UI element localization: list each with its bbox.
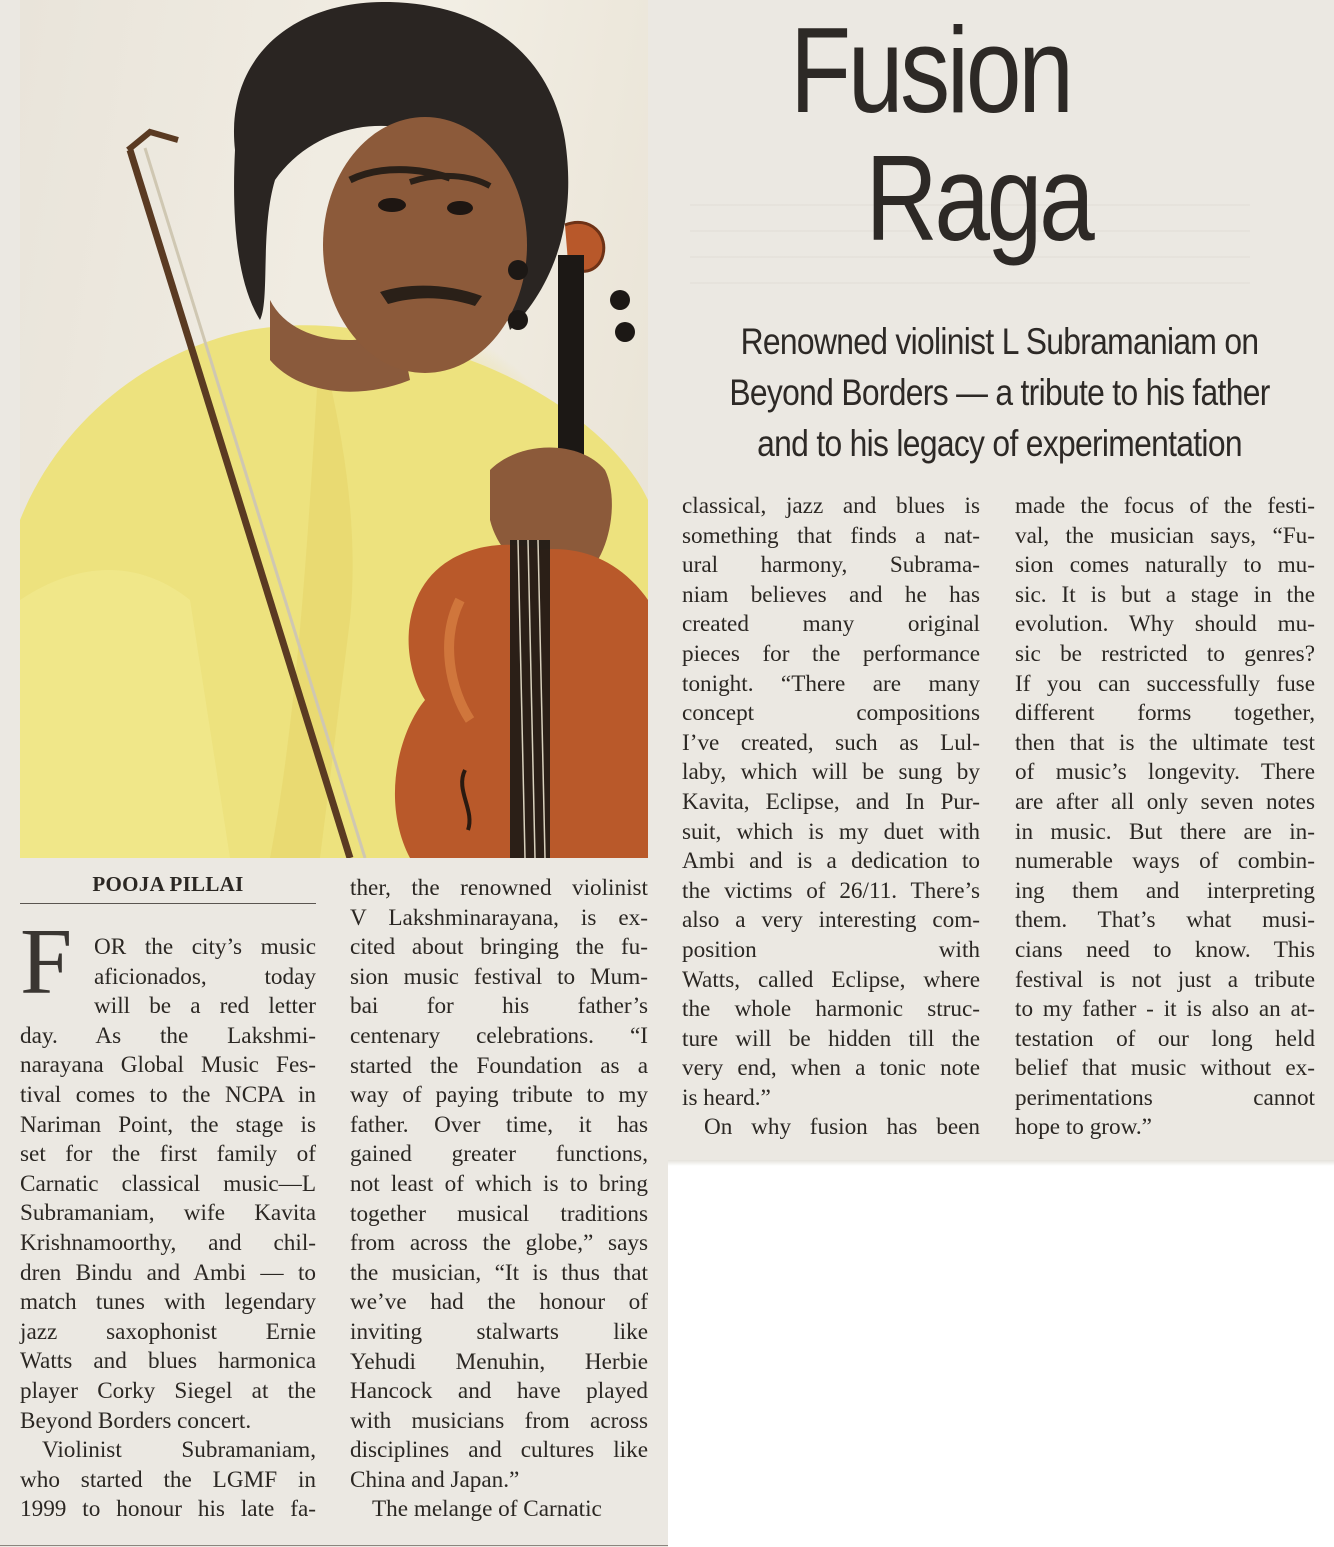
- body-text-line: OR the city’s music: [94, 934, 316, 960]
- body-text-line: sic be restricted to genres?: [1015, 640, 1315, 667]
- body-text-line: concept compositions: [682, 700, 980, 727]
- body-column-1: [20, 933, 316, 1525]
- body-text-line: Yehudi Menuhin, Herbie: [350, 1348, 648, 1375]
- body-column-2: [350, 874, 648, 1525]
- body-text-line: from across the globe,” says: [350, 1230, 648, 1257]
- body-text-line: laby, which will be sung by: [682, 759, 980, 786]
- body-text-line: tonight. “There are many: [682, 670, 980, 697]
- body-text-line: Beyond Borders concert.: [20, 1407, 252, 1434]
- body-text-line: aficionados, today: [94, 963, 316, 990]
- body-text-line: classical, jazz and blues is: [682, 493, 980, 519]
- body-text-line: of music’s longevity. There: [1015, 759, 1315, 786]
- body-text-line: ing them and interpreting: [1015, 877, 1315, 904]
- body-text-line: will be a red letter: [94, 993, 316, 1020]
- body-text-line: something that finds a nat-: [682, 522, 980, 549]
- body-text-line: gained greater functions,: [350, 1141, 648, 1168]
- body-text-line: Carnatic classical music—L: [20, 1170, 316, 1197]
- body-text-line: set for the first family of: [20, 1141, 316, 1168]
- body-text-line: I’ve created, such as Lul-: [682, 729, 980, 756]
- subheadline: [682, 316, 1317, 469]
- body-text-line: match tunes with legendary: [20, 1289, 316, 1316]
- body-text-line: belief that music without ex-: [1015, 1055, 1315, 1082]
- body-column-3: [682, 492, 980, 1143]
- body-text-line: the victims of 26/11. There’s: [682, 877, 980, 904]
- body-text-line: the whole harmonic struc-: [682, 996, 980, 1023]
- body-text-line: also a very interesting com-: [682, 907, 980, 934]
- body-text-line: started the Foundation as a: [350, 1052, 648, 1079]
- body-text-line: narayana Global Music Fes-: [20, 1052, 316, 1079]
- body-text-line: cited about bringing the fu-: [350, 934, 648, 961]
- body-text-line: them. That’s what musi-: [1015, 907, 1315, 934]
- body-text-line: player Corky Siegel at the: [20, 1377, 316, 1404]
- body-text-line: made the focus of the festi-: [1015, 493, 1315, 519]
- drop-cap: F: [20, 910, 73, 1014]
- body-text-line: Watts and blues harmonica: [20, 1348, 316, 1375]
- body-text-line: Nariman Point, the stage is: [20, 1111, 316, 1138]
- body-text-line: Hancock and have played: [350, 1378, 648, 1405]
- body-text-line: If you can successfully fuse: [1015, 670, 1315, 697]
- body-text-line: very end, when a tonic note: [682, 1055, 980, 1082]
- body-text-line: tival comes to the NCPA in: [20, 1081, 316, 1108]
- body-text-line: niam believes and he has: [682, 581, 980, 608]
- body-text-line: created many original: [682, 611, 980, 638]
- body-text-line: Kavita, Eclipse, and In Pur-: [682, 788, 980, 815]
- body-text-line: Violinist Subramaniam,: [42, 1437, 316, 1464]
- byline: POOJA PILLAI: [92, 872, 244, 896]
- body-text-line: day. As the Lakshmi-: [20, 1022, 316, 1049]
- body-text-line: The melange of Carnatic: [372, 1496, 602, 1523]
- body-text-line: China and Japan.”: [350, 1466, 520, 1493]
- body-text-line: sion music festival to Mum-: [350, 963, 648, 990]
- body-text-line: On why fusion has been: [704, 1114, 980, 1141]
- bottom-rule: [0, 1545, 668, 1546]
- body-text-line: jazz saxophonist Ernie: [20, 1318, 316, 1345]
- body-text-line: V Lakshminarayana, is ex-: [350, 904, 648, 931]
- body-text-line: pieces for the performance: [682, 640, 980, 667]
- violinist-portrait-icon: [20, 0, 648, 858]
- body-text-line: with musicians from across: [350, 1407, 648, 1434]
- body-text-line: are after all only seven notes: [1015, 788, 1315, 815]
- body-text-line: hope to grow.”: [1015, 1114, 1152, 1141]
- body-text-line: not least of which is to bring: [350, 1170, 648, 1197]
- body-text-line: we’ve had the honour of: [350, 1289, 648, 1316]
- headline-line-1: Fusion: [790, 2, 1071, 138]
- body-text-line: different forms together,: [1015, 700, 1315, 727]
- byline-divider: [20, 903, 316, 904]
- body-text-line: to my father - it is also an at-: [1015, 996, 1315, 1023]
- body-text-line: Watts, called Eclipse, where: [682, 966, 980, 993]
- body-text-line: is heard.”: [682, 1084, 771, 1111]
- body-text-line: Krishnamoorthy, and chil-: [20, 1229, 316, 1256]
- body-text-line: ture will be hidden till the: [682, 1025, 980, 1052]
- body-text-line: who started the LGMF in: [20, 1466, 316, 1493]
- body-text-line: together musical traditions: [350, 1200, 648, 1227]
- body-text-line: Ambi and is a dedication to: [682, 848, 980, 875]
- body-text-line: sic. It is but a stage in the: [1015, 581, 1315, 608]
- subheadline-line: Beyond Borders — a tribute to his father: [729, 372, 1270, 413]
- body-text-line: cians need to know. This: [1015, 936, 1315, 963]
- body-text-line: 1999 to honour his late fa-: [20, 1496, 316, 1523]
- body-text-line: suit, which is my duet with: [682, 818, 980, 845]
- body-text-line: the musician, “It is thus that: [350, 1259, 648, 1286]
- photo-violinist: [20, 0, 648, 858]
- body-text-line: perimentations cannot: [1015, 1084, 1315, 1111]
- body-text-line: position with: [682, 936, 980, 963]
- body-text-line: Subramaniam, wife Kavita: [20, 1200, 316, 1227]
- body-column-4: [1015, 492, 1315, 1143]
- body-text-line: sion comes naturally to mu-: [1015, 552, 1315, 579]
- body-text-line: numerable ways of combin-: [1015, 848, 1315, 875]
- body-text-line: bai for his father’s: [350, 993, 648, 1020]
- body-text-line: festival is not just a tribute: [1015, 966, 1315, 993]
- body-text-line: in music. But there are in-: [1015, 818, 1315, 845]
- body-text-line: val, the musician says, “Fu-: [1015, 522, 1315, 549]
- subheadline-line: Renowned violinist L Subramaniam on: [740, 321, 1259, 362]
- body-text-line: then that is the ultimate test: [1015, 729, 1315, 756]
- body-text-line: inviting stalwarts like: [350, 1318, 648, 1345]
- paper-edge: [668, 1160, 1334, 1166]
- body-text-line: ural harmony, Subrama-: [682, 552, 980, 579]
- body-text-line: way of paying tribute to my: [350, 1082, 648, 1109]
- body-text-line: testation of our long held: [1015, 1025, 1315, 1052]
- headline: [790, 2, 1134, 266]
- body-text-line: dren Bindu and Ambi — to: [20, 1259, 316, 1286]
- body-text-line: centenary celebrations. “I: [350, 1022, 648, 1049]
- subheadline-line: and to his legacy of experimentation: [757, 423, 1242, 464]
- body-text-line: disciplines and cultures like: [350, 1437, 648, 1464]
- body-text-line: evolution. Why should mu-: [1015, 611, 1315, 638]
- headline-line-2: Raga: [865, 130, 1092, 266]
- body-text-line: ther, the renowned violinist: [350, 875, 648, 901]
- body-text-line: father. Over time, it has: [350, 1111, 648, 1138]
